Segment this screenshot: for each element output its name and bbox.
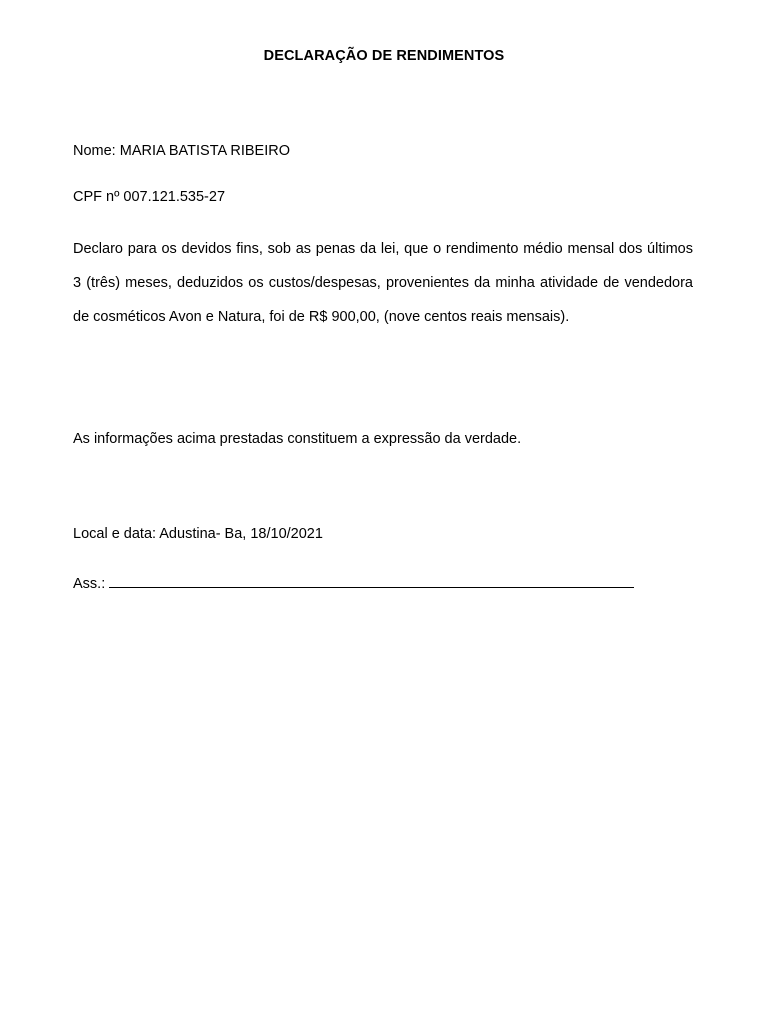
signature-label: Ass.: (73, 576, 106, 592)
declaration-paragraph: Declaro para os devidos fins, sob as penas da lei, que o rendimento médio mensal dos últimos 3 (três) meses, deduzidos os custos/despesas, provenientes da minha atividade de vendedora de cosméticos Avon e Natura, foi de R$ 900,00, (nove centos reais mensais). (73, 241, 693, 325)
signature-line (109, 573, 634, 588)
place-date-line: Local e data: Adustina- Ba, 18/10/2021 (73, 526, 323, 542)
name-line: Nome: MARIA BATISTA RIBEIRO (73, 143, 291, 159)
cpf-line: CPF nº 007.121.535-27 (73, 189, 226, 205)
document-title: DECLARAÇÃO DE RENDIMENTOS (263, 48, 505, 64)
signature-row (73, 573, 634, 592)
truth-statement: As informações acima prestadas constituem a expressão da verdade. (73, 431, 522, 447)
